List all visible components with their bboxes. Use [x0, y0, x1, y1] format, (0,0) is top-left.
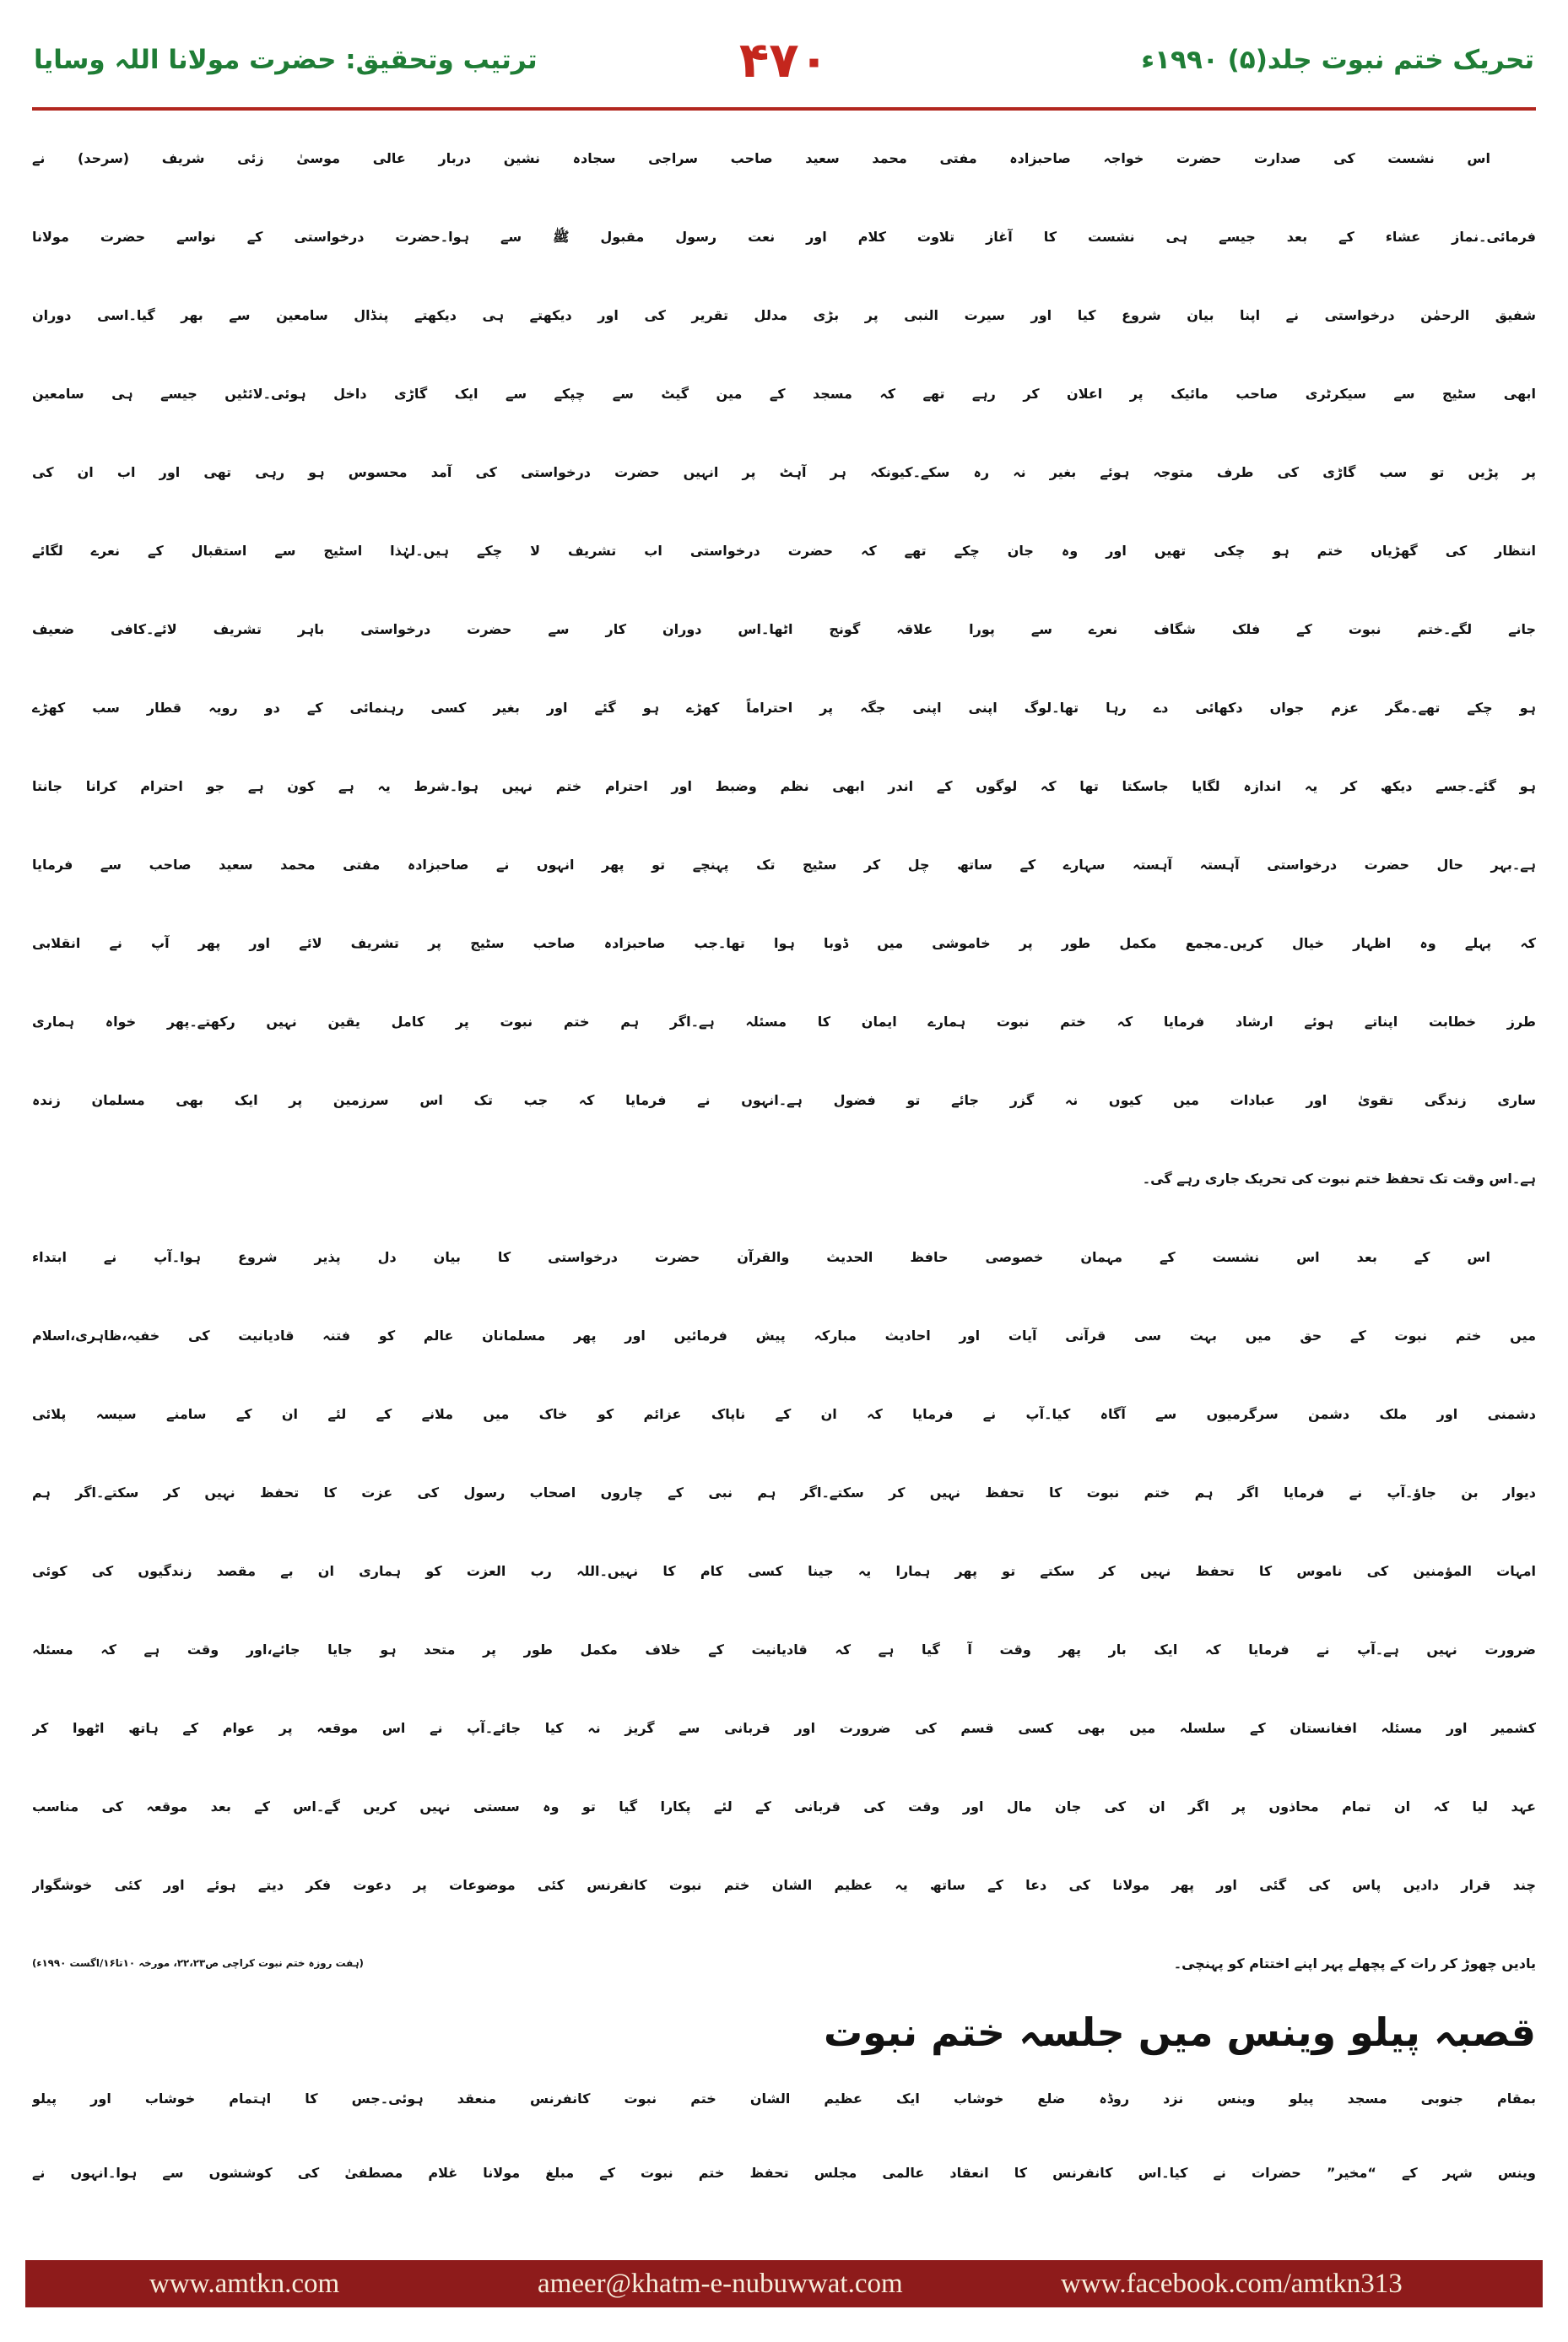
text-line: فرمائی۔نماز عشاء کے بعد جیسے ہی نشست کا آغاز تلاوت کلام اور نعت رسول مقبول ﷺ سے ہوا۔حضرت درخواستی کے نواسے حضرت مولانا [32, 229, 1536, 245]
text-line: وینس شہر کے “مخیر” حضرات نے کیا۔اس کانفرنس کا انعقاد عالمی مجلس تحفظ ختم نبوت کے مبلغ مولانا غلام مصطفیٰ کی کوششوں سے ہوا۔انہوں نے [32, 2165, 1536, 2181]
email-address: ameer@khatm-e-nubuwwat.com [538, 2269, 903, 2299]
section-heading: قصبہ پیلو وینس میں جلسہ ختم نبوت [823, 2009, 1536, 2055]
text-line: شفیق الرحمٰن درخواستی نے اپنا بیان شروع کیا اور سیرت النبی پر بڑی مدلل تقریر کی اور دیکھتے ہی دیکھتے پنڈال سامعین سے بھر گیا۔اسی دوران [32, 307, 1536, 323]
source-citation: (ہفت روزہ ختم نبوت کراچی ص۲۲،۲۳، مورخہ ۱۰تا۱۶/اگست ۱۹۹۰ء) [32, 1957, 364, 1969]
text-line: ساری زندگی تقویٰ اور عبادات میں کیوں نہ گزر جائے تو فضول ہے۔انہوں نے فرمایا کہ جب تک اس سرزمین پر ایک بھی مسلمان زندہ [32, 1092, 1536, 1108]
text-line: یادیں چھوڑ کر رات کے پچھلے پہر اپنے اختتام کو پہنچی۔ [1173, 1955, 1536, 1971]
text-line: بمقام جنوبی مسجد پیلو وینس نزد روڈہ ضلع خوشاب ایک عظیم الشان ختم نبوت کانفرنس منعقد ہوئی۔جس کا اہتمام خوشاب اور پیلو [32, 2090, 1536, 2107]
compiler-credit: ترتیب وتحقیق: حضرت مولانا اللہ وسایا [34, 45, 538, 75]
running-header [34, 25, 1534, 95]
text-line: ضرورت نہیں ہے۔آپ نے فرمایا کہ ایک بار پھر وقت آ گیا ہے کہ قادیانیت کے خلاف مکمل طور پر متحد ہو جایا جائے،اور وقت ہے کہ مسئلہ [32, 1642, 1536, 1658]
text-line: ہے۔بہر حال حضرت درخواستی آہستہ آہستہ سہارے کے ساتھ چل کر سٹیج تک پہنچے تو پھر انہوں نے صاحبزادہ مفتی محمد سعید صاحب سے فرمایا [32, 857, 1536, 873]
paragraph-3 [32, 2062, 1536, 2210]
text-line: ہو چکے تھے۔مگر عزم جواں دکھائی دے رہا تھا۔لوگ اپنی اپنی جگہ پر احتراماً کھڑے ہو گئے اور بغیر کسی رہنمائی کے دو رویہ قطار سب کھڑے [32, 700, 1536, 716]
website-link: www.amtkn.com [149, 2269, 340, 2299]
text-line: دشمنی اور ملک دشمن سرگرمیوں سے آگاہ کیا۔آپ نے فرمایا کہ ان کے ناپاک عزائم کو خاک میں ملانے کے لئے ان کے سامنے سیسہ پلائی [32, 1406, 1536, 1422]
text-line: میں ختم نبوت کے حق میں بہت سی قرآنی آیات اور احادیث مبارکہ پیش فرمائیں اور پھر مسلمانان عالم کو فتنہ قادیانیت کی خفیہ،ظاہری،اسلام [32, 1328, 1536, 1344]
text-line: اس نشست کی صدارت حضرت خواجہ صاحبزادہ مفتی محمد سعید صاحب سراجی سجادہ نشین دربار عالی موسیٰ زئی شریف (سرحد) نے [32, 150, 1490, 166]
text-line: کشمیر اور مسئلہ افغانستان کے سلسلہ میں بھی کسی قسم کی ضرورت اور قربانی سے گریز نہ کیا جائے۔آپ نے اس موقعہ پر عوام کے ہاتھ اٹھوا کر [32, 1720, 1536, 1736]
text-line: انتظار کی گھڑیاں ختم ہو چکی تھیں اور وہ جان چکے تھے کہ حضرت درخواستی اب تشریف لا چکے ہیں۔لہٰذا اسٹیج سے استقبال کے نعرے لگائے [32, 543, 1536, 559]
page-number: ۴۷۰ [738, 31, 830, 89]
article-body [32, 119, 1536, 2210]
text-line: کہ پہلے وہ اظہار خیال کریں۔مجمع مکمل طور پر خاموشی میں ڈوبا ہوا تھا۔جب صاحبزادہ صاحب سٹیج پر تشریف لائے اور پھر آپ نے انقلابی [32, 935, 1536, 951]
text-line: طرز خطابت اپناتے ہوئے ارشاد فرمایا کہ ختم نبوت ہمارے ایمان کا مسئلہ ہے۔اگر ہم ختم نبوت پر کامل یقین نہیں رکھتے۔پھر خواہ ہماری [32, 1014, 1536, 1030]
book-title: تحریک ختم نبوت جلد(۵) ۱۹۹۰ء [1141, 45, 1534, 75]
text-line: جانے لگے۔ختم نبوت کے فلک شگاف نعرے سے پورا علاقہ گونج اٹھا۔اس دوران کار سے حضرت درخواستی باہر تشریف لائے۔کافی ضعیف [32, 621, 1536, 637]
text-line: ابھی سٹیج سے سیکرٹری صاحب مائیک پر اعلان کر رہے تھے کہ مسجد کے مین گیٹ سے چپکے سے ایک گاڑی داخل ہوئی۔لائٹیں جیسے ہی سامعین [32, 386, 1536, 402]
paragraph-2 [32, 1218, 1536, 2003]
text-line: اس کے بعد اس نشست کے مہمان خصوصی حافظ الحدیث والقرآن حضرت درخواستی کا بیان دل پذیر شروع ہوا۔آپ نے ابتداء [32, 1249, 1490, 1265]
paragraph-1 [32, 119, 1536, 1218]
header-divider [32, 107, 1536, 111]
facebook-link: www.facebook.com/amtkn313 [1061, 2269, 1403, 2299]
text-line: دیوار بن جاؤ۔آپ نے فرمایا اگر ہم ختم نبوت کا تحفظ نہیں کر سکتے۔اگر ہم نبی کے چاروں اصحاب رسول کی عزت کا تحفظ نہیں کر سکتے۔اگر ہم [32, 1485, 1536, 1501]
text-line: عہد لیا کہ ان تمام محاذوں پر اگر ان کی جان مال اور وقت کی قربانی کے لئے پکارا گیا تو وہ سستی نہیں کریں گے۔اس کے بعد موقعہ کی مناسب [32, 1798, 1536, 1815]
footer-band [25, 2260, 1543, 2307]
text-line: امہات المؤمنین کی ناموس کا تحفظ نہیں کر سکتے تو پھر ہمارا یہ جینا کسی کام کا نہیں۔اللہ رب العزت کو ہماری ان بے مقصد زندگیوں کی کوئی [32, 1563, 1536, 1579]
text-line: ہو گئے۔جسے دیکھ کر یہ اندازہ لگایا جاسکتا تھا کہ لوگوں کے اندر ابھی نظم وضبط اور احترام ختم نہیں ہوا۔شرط یہ ہے کون ہے جو احترام کرانا جانتا [32, 778, 1536, 794]
text-line: ہے۔اس وقت تک تحفظ ختم نبوت کی تحریک جاری رہے گی۔ [1142, 1171, 1536, 1187]
text-line: چند قرار دادیں پاس کی گئی اور پھر مولانا کی دعا کے ساتھ یہ عظیم الشان ختم نبوت کانفرنس کئی موضوعات پر دعوت فکر دیتے ہوئے اور کئی خوشگوار [32, 1877, 1536, 1893]
text-line: پر پڑیں تو سب گاڑی کی طرف متوجہ ہوئے بغیر نہ رہ سکے۔کیونکہ ہر آہٹ پر انہیں حضرت درخواستی کی آمد محسوس ہو رہی تھی اور اب ان کی [32, 464, 1536, 480]
closing-line [32, 1924, 1536, 2003]
